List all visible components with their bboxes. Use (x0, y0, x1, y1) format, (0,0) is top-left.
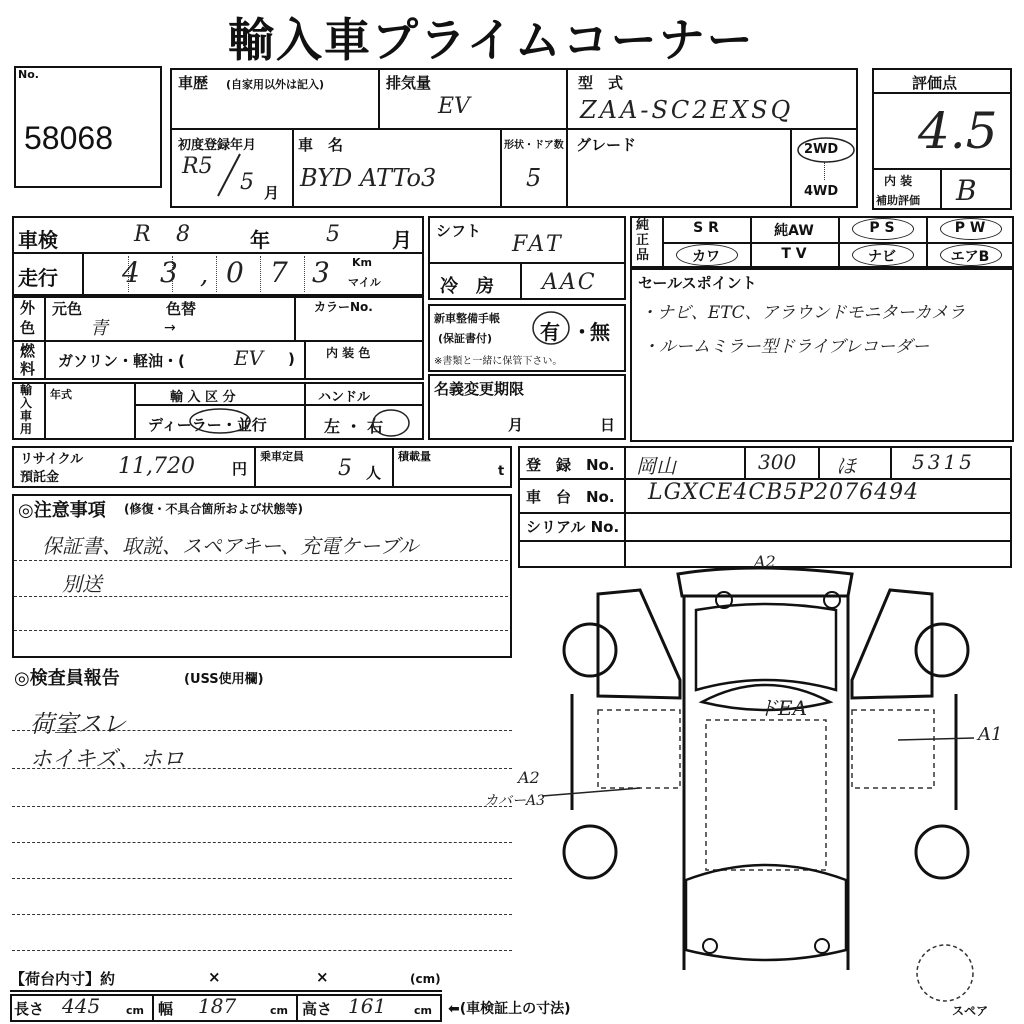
equipment-item: カワ (692, 249, 720, 265)
capacity-unit: 人 (366, 464, 382, 482)
inspection-year-unit: 年 (250, 228, 270, 252)
drive-4wd: 4WD (804, 184, 839, 199)
doors-label: 形状・ドア数 (504, 140, 564, 151)
lot-number: 58068 (24, 120, 113, 156)
equipment-circle (852, 218, 914, 240)
diagram-a2-top: A2 (754, 552, 776, 571)
color-original-value: 青 (90, 318, 108, 339)
chassis-label: 車 台 No. (526, 488, 615, 506)
chassis-value: LGXCE4CB5P2076494 (648, 480, 920, 505)
notes-label: ◎注意事項 (18, 500, 106, 521)
rating-value: 4.5 (918, 102, 998, 160)
sales-points-label: セールスポイント (638, 274, 757, 292)
drive-2wd: 2WD (804, 142, 839, 157)
car-diagram (480, 550, 1024, 970)
service-book-note: ※書類と一緒に保管下さい。 (434, 356, 563, 367)
first-reg-label: 初度登録年月 (178, 138, 257, 153)
serial-label: シリアル No. (526, 518, 620, 536)
equipment-circle (940, 218, 1002, 240)
equipment-item: S R (693, 220, 719, 236)
equipment-item: ナビ (868, 249, 896, 265)
history-note: (自家用以外は記入) (226, 78, 325, 91)
capacity-value: 5 (338, 456, 352, 481)
model-label: 型 式 (578, 74, 624, 92)
mileage-digit: 4 (122, 256, 140, 289)
luggage-x1: × (208, 968, 221, 986)
notes-line1: 保証書、取説、スペアキー、充電ケーブル (42, 534, 419, 558)
service-book-yes: 有 (540, 320, 560, 344)
first-reg-month: 5 (240, 170, 254, 195)
shift-label: シフト (436, 222, 482, 240)
registration-part: ほ (836, 454, 856, 478)
load-unit: t (498, 464, 505, 479)
recycle-label2: 預託金 (20, 470, 60, 485)
sales-points-line2: ・ルームミラー型ドライブレコーダー (642, 337, 930, 357)
car-name-label: 車 名 (298, 136, 344, 154)
inspector-line1: 荷室スレ (30, 710, 126, 738)
notes-sub: (修復・不具合箇所および状態等) (124, 502, 303, 516)
registration-part: 岡山 (636, 454, 676, 478)
fuel-close: ) (288, 350, 295, 368)
sales-points-line1: ・ナビ、ETC、アラウンドモニターカメラ (640, 303, 966, 323)
diagram-cover: カバーA3 (484, 793, 546, 809)
service-book-label2: (保証書付) (438, 332, 493, 345)
inspector-sub: (USS使用欄) (184, 672, 264, 687)
color-change-value: → (164, 320, 176, 336)
shift-value: FAT (512, 232, 564, 257)
width-label: 幅 (158, 1000, 174, 1018)
fuel-value: EV (234, 346, 264, 370)
handle-label: ハンドル (318, 390, 371, 405)
diagram-a2-left: A2 (518, 768, 540, 787)
interior-rating-value: B (956, 174, 977, 207)
recycle-value: 11,720 (118, 454, 195, 479)
interior-rating-label2: 補助評価 (876, 194, 920, 207)
mileage-digit: 0 (226, 256, 244, 289)
luggage-x2: × (316, 968, 329, 986)
interior-color-label: 内 装 色 (326, 346, 371, 360)
service-book-no: 無 (590, 320, 610, 344)
import-category-value: ディーラー・並行 (148, 416, 267, 434)
page-title: 輸入車プライムコーナー (228, 13, 755, 67)
spare-tire-icon (914, 942, 976, 1004)
handle-value: 左 ・ 右 (324, 417, 384, 436)
color-change-label: 色替 (166, 300, 197, 318)
equipment-item: 純AW (774, 223, 814, 239)
name-change-label: 名義変更期限 (434, 380, 525, 398)
grade-label: グレード (576, 136, 637, 154)
equipment-side-label: 純正品 (636, 218, 650, 263)
notes-line2: 別送 (62, 572, 102, 596)
dimensions-note: ⬅(車検証上の寸法) (448, 1001, 571, 1017)
registration-part: 300 (758, 450, 797, 474)
registration-part: 5315 (912, 450, 975, 474)
name-change-month: 月 (508, 416, 524, 434)
equipment-item: P S (869, 220, 895, 236)
load-label: 積載量 (398, 450, 431, 463)
aircon-value: AAC (542, 270, 597, 295)
height-value: 161 (348, 994, 387, 1018)
inspection-month-unit: 月 (392, 228, 412, 252)
color-original-label: 元色 (52, 300, 83, 318)
equipment-item: P W (954, 220, 986, 236)
inspection-year: 8 (176, 222, 190, 247)
equipment-circle (940, 244, 1002, 266)
displacement-value: EV (438, 94, 470, 119)
interior-rating-label1: 内 装 (884, 174, 913, 188)
mileage-digit: 3 (160, 256, 178, 289)
length-label: 長さ (14, 1000, 45, 1018)
car-name-value: BYD ATTo3 (300, 164, 437, 192)
length-value: 445 (62, 994, 101, 1018)
aircon-label: 冷 房 (440, 276, 494, 297)
luggage-unit: (cm) (410, 972, 441, 986)
first-reg-year: R5 (182, 154, 213, 179)
mileage-unit-km: Km (352, 256, 372, 269)
import-year-label: 年式 (50, 388, 72, 401)
mileage-digit: , (200, 260, 209, 290)
diagram-hood: ドEA (758, 696, 808, 720)
height-unit: cm (414, 1004, 432, 1017)
inspection-month: 5 (326, 222, 340, 247)
mileage-digit: 3 (312, 256, 330, 289)
rating-label: 評価点 (912, 74, 958, 92)
recycle-unit: 円 (232, 460, 248, 478)
color-exterior-label: 外色 (20, 299, 36, 337)
spare-label: スペア (952, 1004, 989, 1018)
luggage-label: 【荷台内寸】約 (10, 970, 116, 988)
displacement-label: 排気量 (386, 74, 432, 92)
fuel-side-label: 燃 料 (20, 342, 36, 378)
width-unit: cm (270, 1004, 288, 1017)
mileage-digit: 7 (270, 256, 288, 289)
import-side-label: 輸入車用 (20, 383, 33, 436)
inspector-label: ◎検査員報告 (14, 668, 120, 689)
drive-circle (796, 134, 856, 166)
equipment-item: T V (781, 246, 807, 262)
lot-box (14, 66, 162, 188)
first-reg-unit: 月 (264, 184, 280, 202)
inspection-era: R (134, 222, 151, 247)
color-code-label: カラーNo. (314, 300, 373, 314)
diagram-a1: A1 (978, 724, 1003, 745)
length-unit: cm (126, 1004, 144, 1017)
capacity-label: 乗車定員 (260, 450, 304, 463)
inspector-line2: ホイキズ、ホロ (30, 747, 185, 772)
lot-label: No. (18, 68, 39, 81)
fuel-options: ガソリン・軽油・( (58, 352, 185, 370)
name-change-day: 日 (600, 416, 616, 434)
equipment-circle (852, 244, 914, 266)
width-value: 187 (198, 994, 237, 1018)
model-value: ZAA-SC2EXSQ (580, 96, 794, 124)
equipment-item: エアB (950, 249, 990, 265)
equipment-circle (676, 244, 738, 266)
height-label: 高さ (302, 1000, 333, 1018)
registration-label: 登 録 No. (526, 456, 615, 474)
service-book-label1: 新車整備手帳 (434, 312, 500, 325)
inspection-label: 車検 (18, 228, 58, 252)
mileage-unit-mile: マイル (348, 276, 381, 289)
doors-value: 5 (526, 164, 542, 192)
recycle-label1: リサイクル (20, 452, 84, 467)
import-category-label: 輸 入 区 分 (170, 390, 236, 405)
service-book-sep: ・ (572, 320, 592, 344)
mileage-label: 走行 (18, 266, 58, 290)
history-label: 車歴 (178, 74, 209, 92)
